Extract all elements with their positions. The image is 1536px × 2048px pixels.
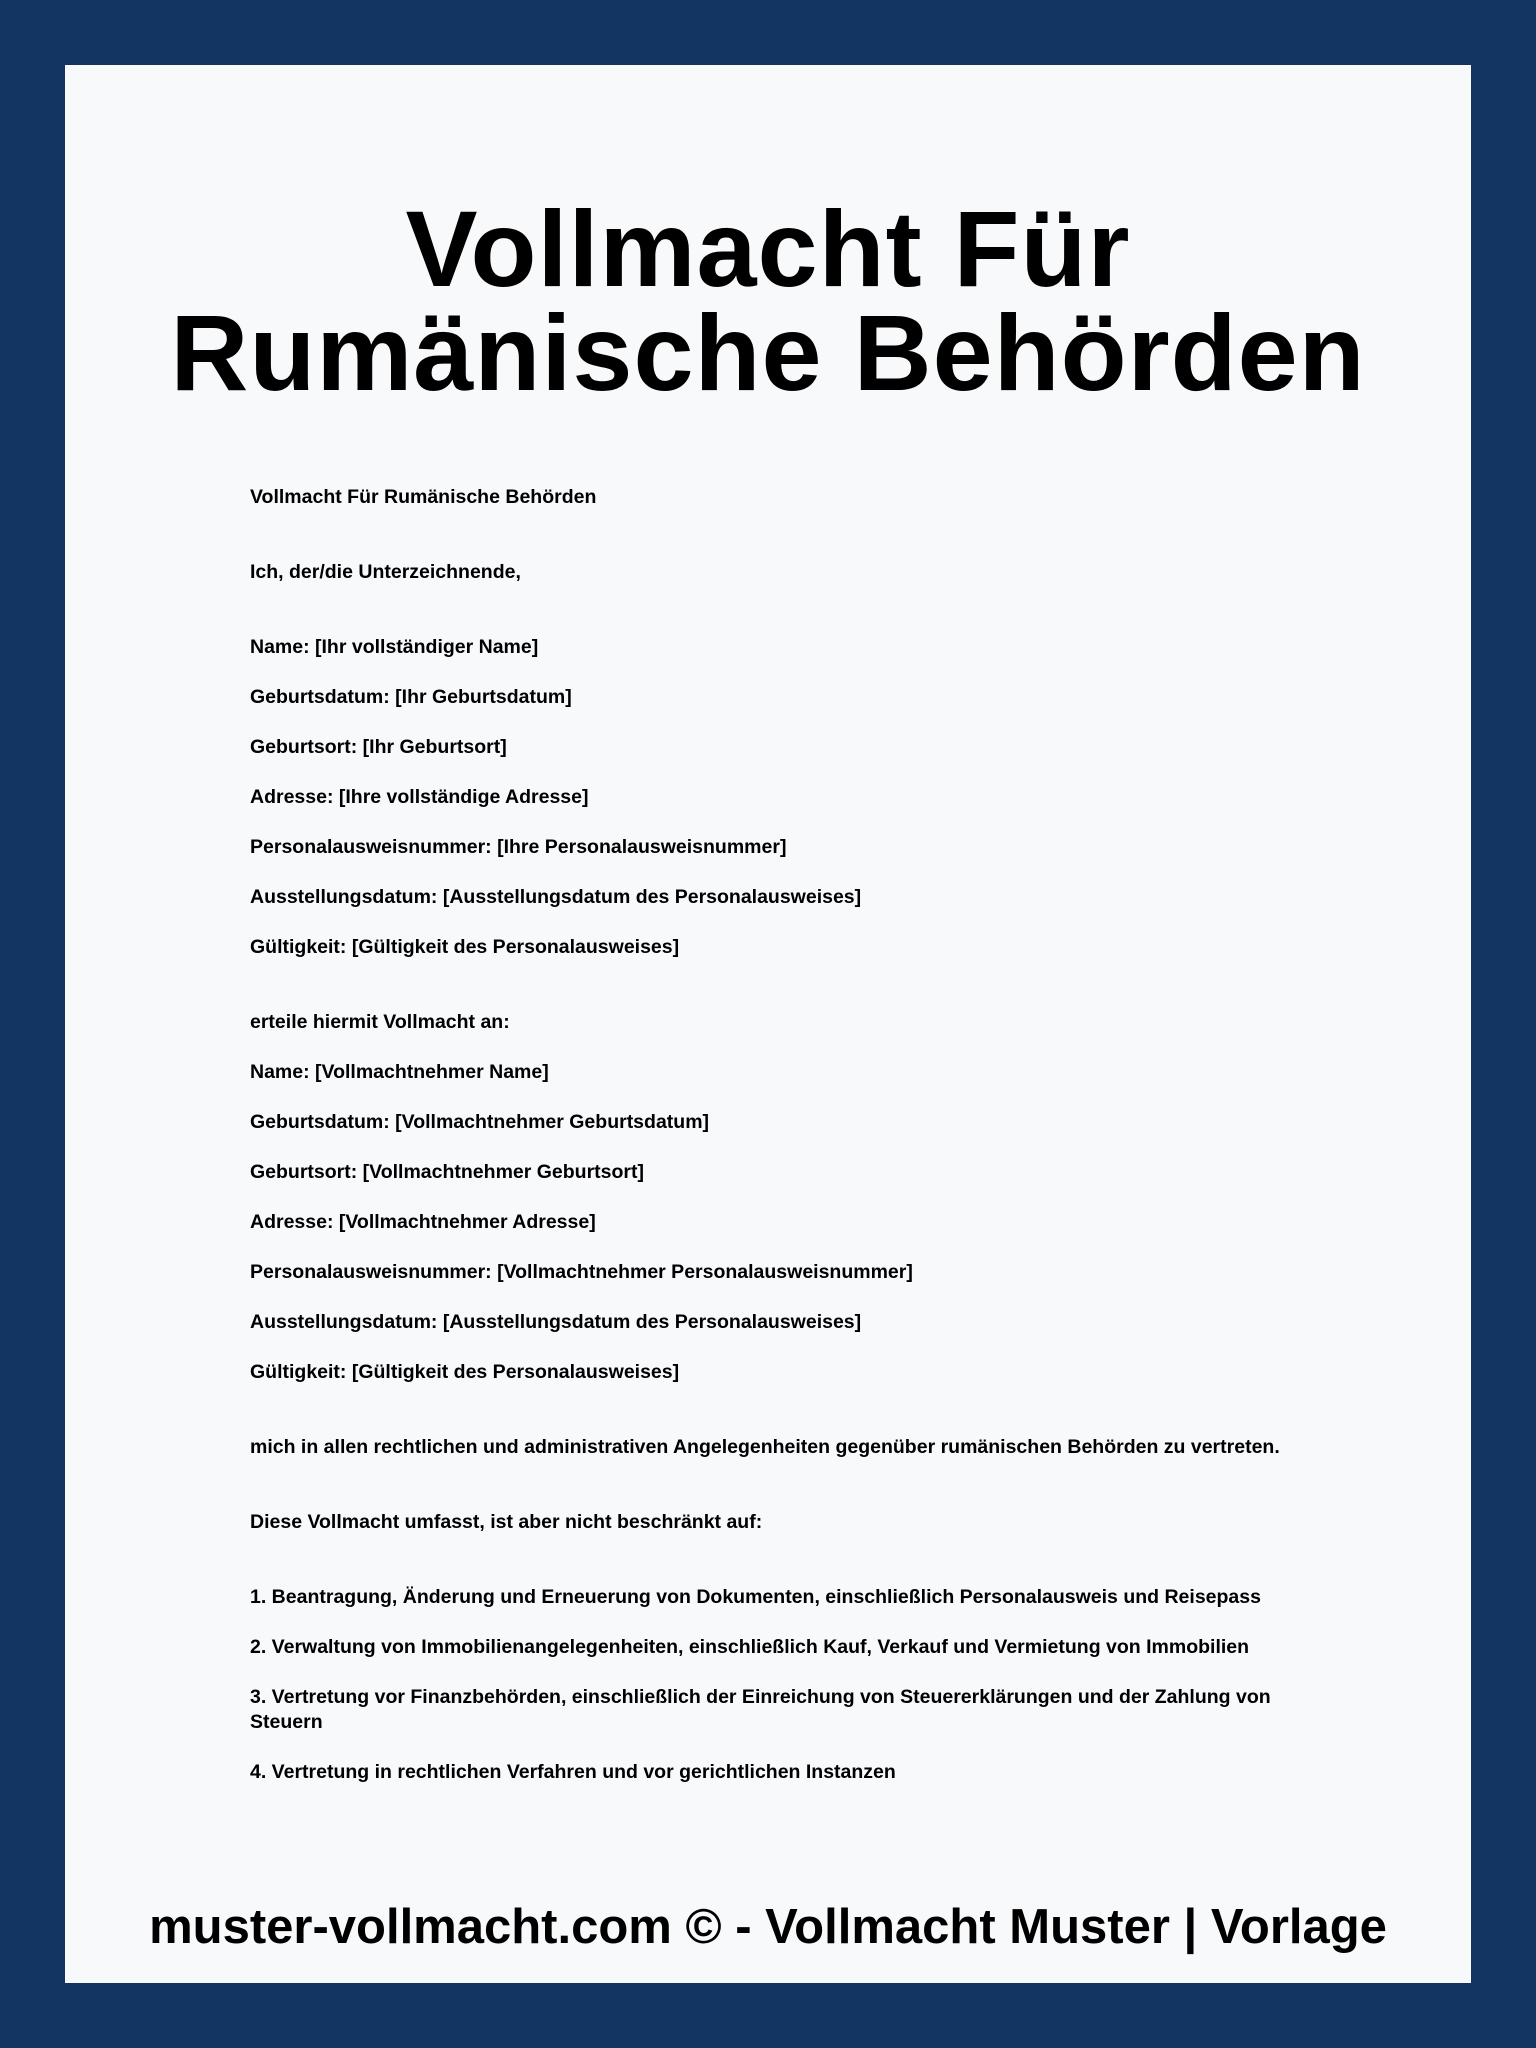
letter-heading: Vollmacht Für Rumänische Behörden	[250, 486, 597, 508]
grant-line: erteile hiermit Vollmacht an:	[250, 1011, 510, 1033]
footer-watermark: muster-vollmacht.com © - Vollmacht Muster | Vorlage	[149, 1900, 1387, 1954]
agent-address: Adresse: [Vollmachtnehmer Adresse]	[250, 1211, 596, 1233]
agent-id-number: Personalausweisnummer: [Vollmachtnehmer Personalausweisnummer]	[250, 1261, 913, 1283]
scope-item: 4. Vertretung in rechtlichen Verfahren und vor gerichtlichen Instanzen	[250, 1761, 896, 1783]
scope-item: 3. Vertretung vor Finanzbehörden, einschließlich der Einreichung von Steuererklärungen und der Zahlung von Steuern	[250, 1686, 1271, 1733]
agent-birthplace: Geburtsort: [Vollmachtnehmer Geburtsort]	[250, 1161, 645, 1183]
document-page	[65, 65, 1471, 1983]
grantor-name: Name: [Ihr vollständiger Name]	[250, 636, 539, 658]
scope-sentence: mich in allen rechtlichen und administrativen Angelegenheiten gegenüber rumänischen Behörden zu vertreten.	[250, 1436, 1280, 1458]
agent-validity: Gültigkeit: [Gültigkeit des Personalausweises]	[250, 1361, 680, 1383]
grantor-id-number: Personalausweisnummer: [Ihre Personalausweisnummer]	[250, 836, 787, 858]
grantor-address: Adresse: [Ihre vollständige Adresse]	[250, 786, 589, 808]
scope-item: 2. Verwaltung von Immobilienangelegenheiten, einschließlich Kauf, Verkauf und Vermietung von Immobilien	[250, 1636, 1250, 1658]
agent-name: Name: [Vollmachtnehmer Name]	[250, 1061, 549, 1083]
agent-details	[250, 1060, 1360, 1385]
grantor-birthdate: Geburtsdatum: [Ihr Geburtsdatum]	[250, 686, 572, 708]
letter-intro: Ich, der/die Unterzeichnende,	[250, 561, 521, 583]
scope-item: 1. Beantragung, Änderung und Erneuerung von Dokumenten, einschließlich Personalausweis und Reisepass	[250, 1586, 1261, 1608]
agent-issue-date: Ausstellungsdatum: [Ausstellungsdatum des Personalausweises]	[250, 1311, 862, 1333]
grantor-details	[250, 635, 1360, 960]
grantor-birthplace: Geburtsort: [Ihr Geburtsort]	[250, 736, 507, 758]
page-title: Vollmacht Für Rumänische Behörden	[170, 188, 1366, 413]
letter-body	[250, 485, 1360, 1810]
grantor-validity: Gültigkeit: [Gültigkeit des Personalausweises]	[250, 936, 680, 958]
grantor-issue-date: Ausstellungsdatum: [Ausstellungsdatum des Personalausweises]	[250, 886, 862, 908]
scope-list	[250, 1585, 1360, 1785]
scope-intro: Diese Vollmacht umfasst, ist aber nicht beschränkt auf:	[250, 1511, 763, 1533]
agent-birthdate: Geburtsdatum: [Vollmachtnehmer Geburtsdatum]	[250, 1111, 710, 1133]
